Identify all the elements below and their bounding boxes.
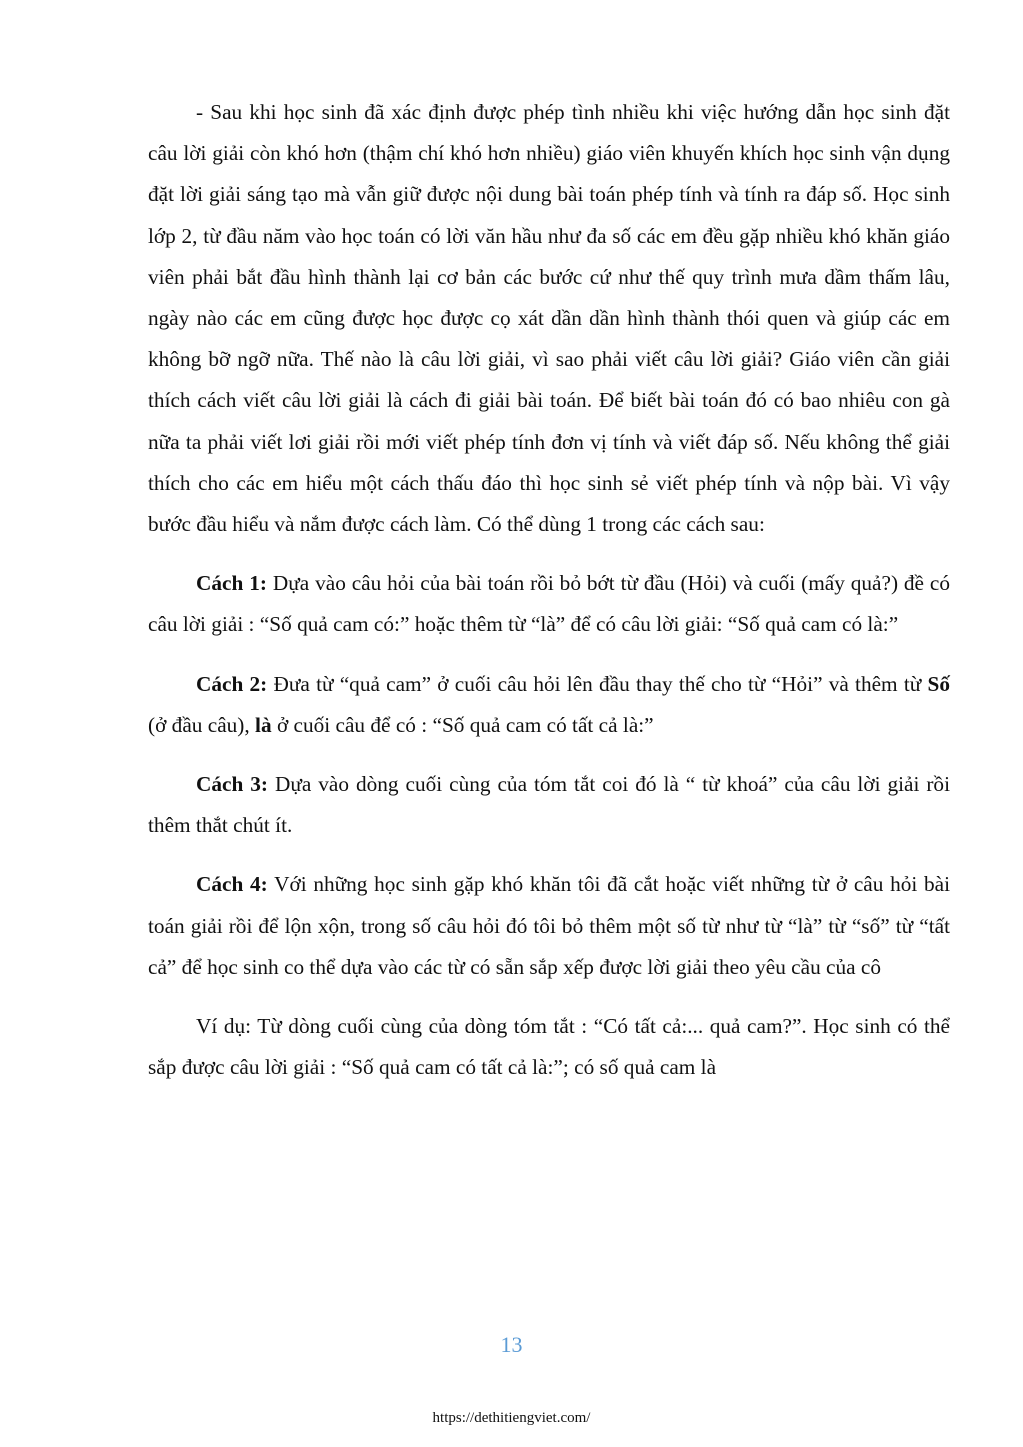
- method-3-text: Dựa vào dòng cuối cùng của tóm tắt coi đó là “ từ khoá” của câu lời giải rồi thêm thắt chút ít.: [148, 772, 950, 838]
- example-text: Ví dụ: Từ dòng cuối cùng của dòng tóm tắt : “Có tất cả:... quả cam?”. Học sinh có thể sắp được câu lời giải : “Số quả cam có tất cả là:”; có số quả cam là: [148, 1014, 950, 1080]
- paragraph-method-2: [148, 664, 950, 746]
- page-number: 13: [500, 1332, 523, 1357]
- paragraph-intro-text: - Sau khi học sinh đã xác định được phép tình nhiều khi việc hướng dẫn học sinh đặt câu lời giải còn khó hơn (thậm chí khó hơn nhiều) giáo viên khuyến khích học sinh vận dụng đặt lời giải sáng tạo mà vẫn giữ được nội dung bài toán phép tính và tính ra đáp số. Học sinh lớp 2, từ đầu năm vào học toán có lời văn hầu như đa số các em đều gặp nhiều khó khăn giáo viên phải bắt đầu hình thành lại cơ bản các bước cứ như thế quy trình mưa dầm thấm lâu, ngày nào các em cũng được học được cọ xát dần dần hình thành thói quen và giúp các em không bỡ ngỡ nữa. Thế nào là câu lời giải, vì sao phải viết câu lời giải? Giáo viên cần giải thích cách viết câu lời giải là cách đi giải bài toán. Để biết bài toán đó có bao nhiêu con gà nữa ta phải viết lơi giải rồi mới viết phép tính đơn vị tính và viết đáp số. Nếu không thể giải thích cho các em hiểu một cách thấu đáo thì học sinh sẻ viết phép tính và nộp bài. Vì vậy bước đầu hiểu và nắm được cách làm. Có thể dùng 1 trong các cách sau:: [148, 100, 950, 537]
- page-body: [148, 92, 950, 1106]
- method-2-bold-la: là: [255, 712, 272, 737]
- paragraph-method-1: [148, 563, 950, 645]
- method-2-text-a: Đưa từ “quả cam” ở cuối câu hỏi lên đầu thay thế cho từ “Hỏi” và thêm từ: [267, 671, 928, 696]
- paragraph-method-4: [148, 864, 950, 988]
- method-4-label: Cách 4:: [196, 872, 268, 897]
- paragraph-intro: [148, 92, 950, 545]
- method-1-text: Dựa vào câu hỏi của bài toán rồi bỏ bớt từ đầu (Hỏi) và cuối (mấy quả?) đề có câu lời giải : “Số quả cam có:” hoặc thêm từ “là” để có câu lời giải: “Số quả cam có là:”: [148, 571, 950, 637]
- method-4-text: Với những học sinh gặp khó khăn tôi đã cắt hoặc viết những từ ở câu hỏi bài toán giải rồi để lộn xộn, trong số câu hỏi đó tôi bỏ thêm một số từ như từ “là” từ “số” từ “tất cả” để học sinh co thể dựa vào các từ có sẵn sắp xếp được lời giải theo yêu cầu của cô: [148, 872, 950, 979]
- method-2-label: Cách 2:: [196, 671, 268, 696]
- paragraph-example: [148, 1006, 950, 1088]
- paragraph-method-3: [148, 764, 950, 846]
- footer-url[interactable]: https://dethitiengviet.com/: [432, 1410, 591, 1426]
- method-1-label: Cách 1:: [196, 571, 267, 596]
- method-2-text-b: (ở đầu câu),: [148, 712, 256, 737]
- method-2-text-c: ở cuối câu để có : “Số quả cam có tất cả là:”: [271, 712, 654, 737]
- method-2-bold-so: Số: [927, 671, 950, 696]
- method-3-label: Cách 3:: [196, 772, 269, 797]
